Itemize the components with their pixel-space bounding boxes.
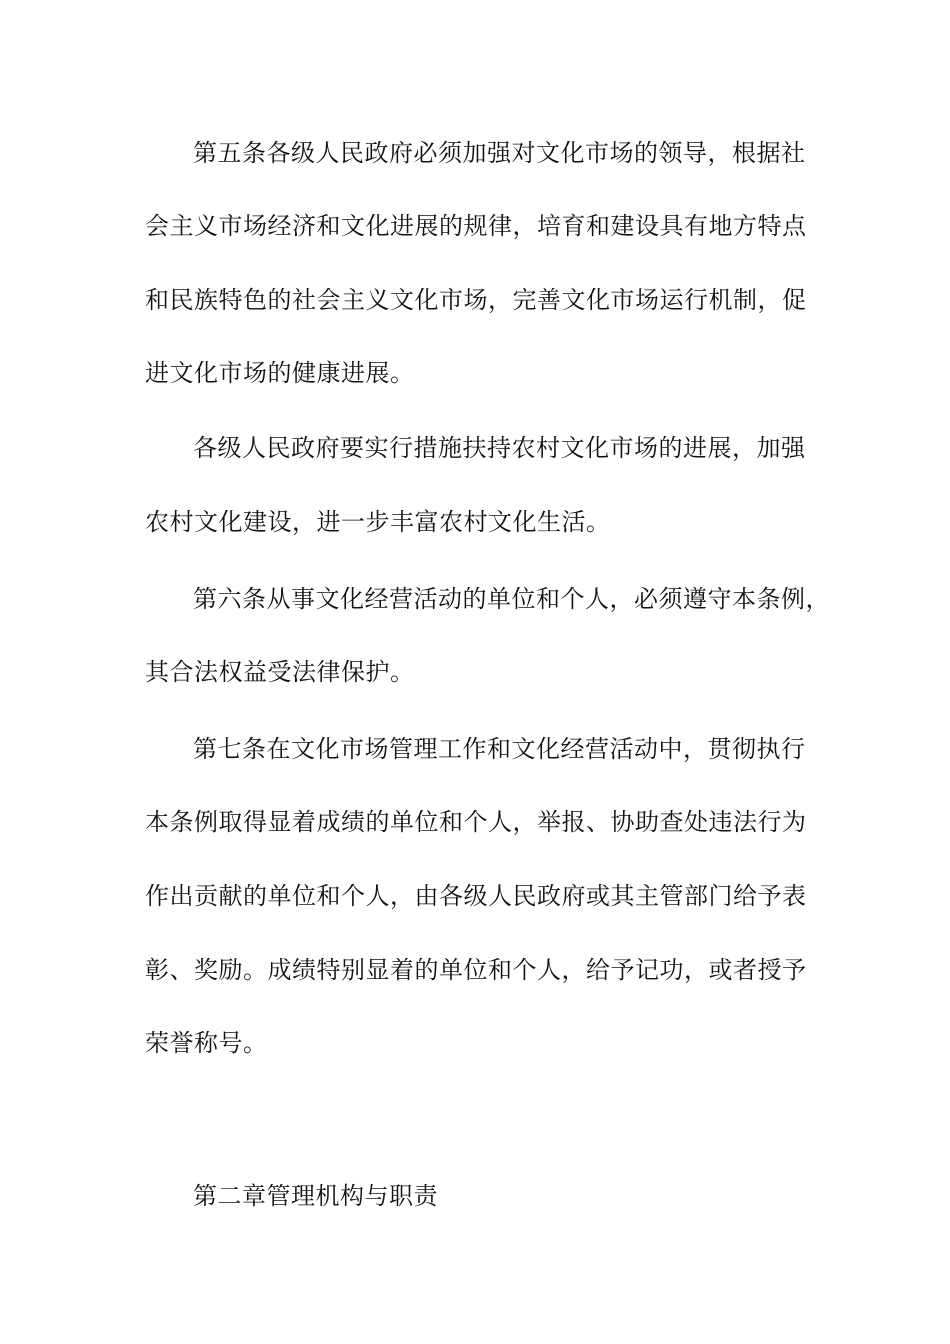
chapter-heading: 第二章管理机构与职责: [193, 1182, 438, 1210]
text-line: 进文化市场的健康进展。: [145, 359, 415, 387]
text-line: 农村文化建设，进一步丰富农村文化生活。: [145, 508, 611, 536]
text-line: 第七条在文化市场管理工作和文化经营活动中，贯彻执行: [193, 735, 806, 763]
text-line: 荣誉称号。: [145, 1029, 268, 1057]
text-line: 本条例取得显着成绩的单位和个人，举报、协助查处违法行为: [145, 808, 807, 836]
text-line: 彰、奖励。成绩特别显着的单位和个人，给予记功，或者授予: [145, 956, 807, 984]
text-line: 作出贡献的单位和个人，由各级人民政府或其主管部门给予表: [145, 882, 807, 910]
text-line: 第六条从事文化经营活动的单位和个人，必须遵守本条例，: [193, 585, 830, 613]
text-line: 第五条各级人民政府必须加强对文化市场的领导，根据社: [193, 139, 806, 167]
text-line: 其合法权益受法律保护。: [145, 658, 415, 686]
text-line: 各级人民政府要实行措施扶持农村文化市场的进展，加强: [193, 434, 806, 462]
text-line: 会主义市场经济和文化进展的规律，培育和建设具有地方特点: [145, 212, 807, 240]
text-line: 和民族特色的社会主义文化市场，完善文化市场运行机制，促: [145, 286, 807, 314]
